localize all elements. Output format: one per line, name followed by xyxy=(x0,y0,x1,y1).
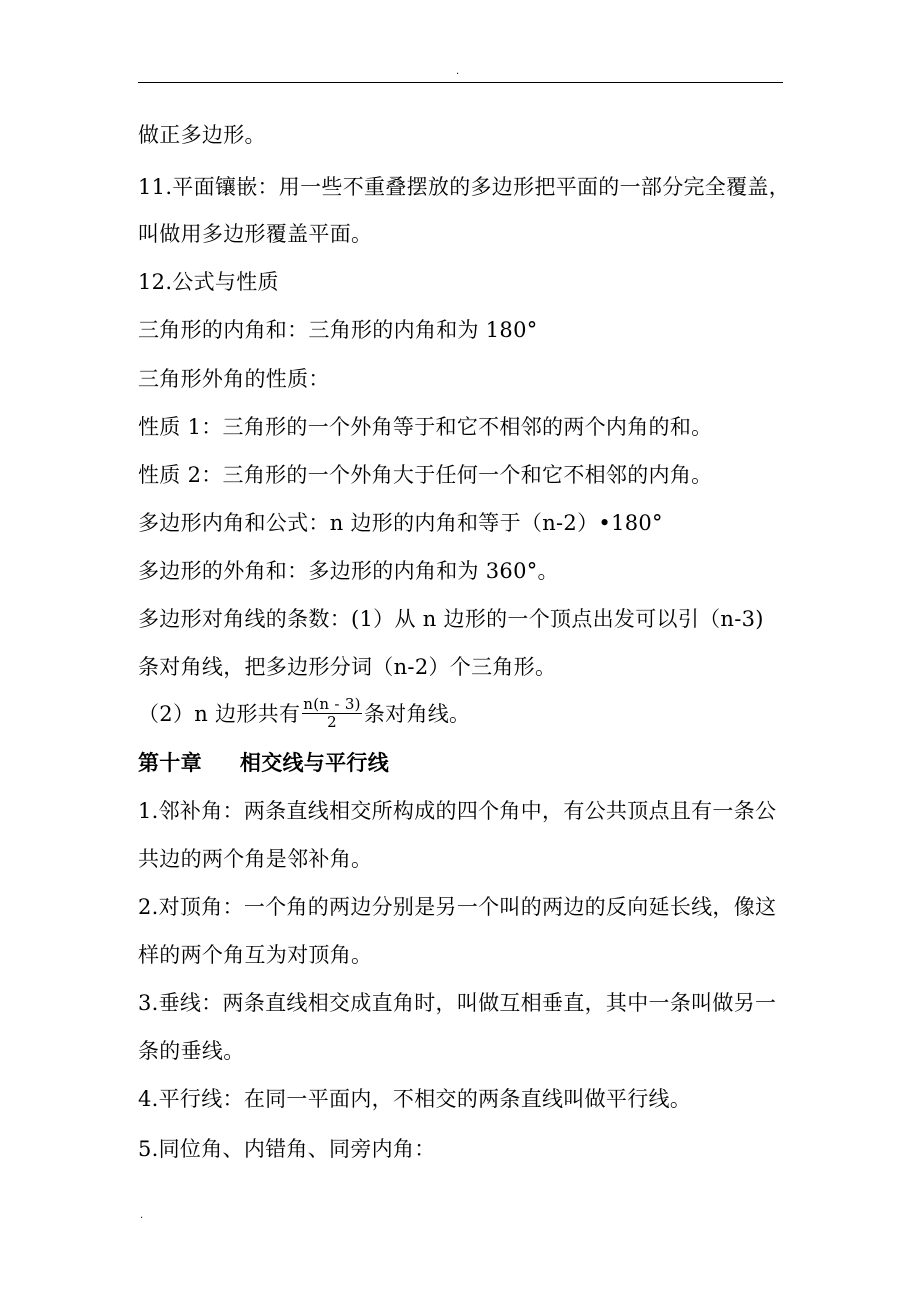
formula-suffix: 条对角线。 xyxy=(363,702,471,726)
footer-dot: . xyxy=(140,1210,144,1221)
chapter-heading xyxy=(138,748,389,778)
text-line: 三角形的内角和：三角形的内角和为 180° xyxy=(138,318,538,342)
text-line: 性质 2：三角形的一个外角大于任何一个和它不相邻的内角。 xyxy=(138,463,713,487)
text-line: 3.垂线：两条直线相交成直角时，叫做互相垂直，其中一条叫做另一 xyxy=(138,991,777,1015)
text-line: 2.对顶角：一个角的两边分别是另一个叫的两边的反向延长线，像这 xyxy=(138,895,777,919)
formula-prefix: （2）n 边形共有 xyxy=(138,702,301,726)
header-rule xyxy=(138,82,783,83)
text-line: 共边的两个角是邻补角。 xyxy=(138,847,373,871)
header-dot: . xyxy=(456,66,460,77)
text-line: 做正多边形。 xyxy=(138,123,266,147)
text-line: 条的垂线。 xyxy=(138,1039,245,1063)
text-line: 多边形内角和公式：n 边形的内角和等于（n-2）•180° xyxy=(138,511,663,535)
text-line: 11.平面镶嵌：用一些不重叠摆放的多边形把平面的一部分完全覆盖， xyxy=(138,175,790,199)
text-line: 叫做用多边形覆盖平面。 xyxy=(138,222,373,246)
chapter-number: 第十章 xyxy=(138,750,202,775)
text-line: 多边形对角线的条数：(1）从 n 边形的一个顶点出发可以引（n-3) xyxy=(138,607,764,631)
text-line: 多边形的外角和：多边形的内角和为 360°。 xyxy=(138,559,559,583)
text-line: 12.公式与性质 xyxy=(138,270,279,294)
formula-line xyxy=(138,695,471,733)
chapter-title: 相交线与平行线 xyxy=(239,750,390,775)
fraction-numerator: n(n - 3) xyxy=(303,695,361,713)
text-line: 条对角线，把多边形分词（n-2）个三角形。 xyxy=(138,655,557,679)
text-line: 三角形外角的性质： xyxy=(138,367,330,391)
text-line: 1.邻补角：两条直线相交所构成的四个角中，有公共顶点且有一条公 xyxy=(138,799,777,823)
diagonal-count-fraction xyxy=(302,696,362,731)
text-line: 性质 1：三角形的一个外角等于和它不相邻的两个内角的和。 xyxy=(138,415,713,439)
fraction-denominator: 2 xyxy=(327,713,337,731)
text-line: 样的两个角互为对顶角。 xyxy=(138,943,373,967)
text-line: 4.平行线：在同一平面内，不相交的两条直线叫做平行线。 xyxy=(138,1087,692,1111)
text-line: 5.同位角、内错角、同旁内角： xyxy=(138,1137,436,1161)
